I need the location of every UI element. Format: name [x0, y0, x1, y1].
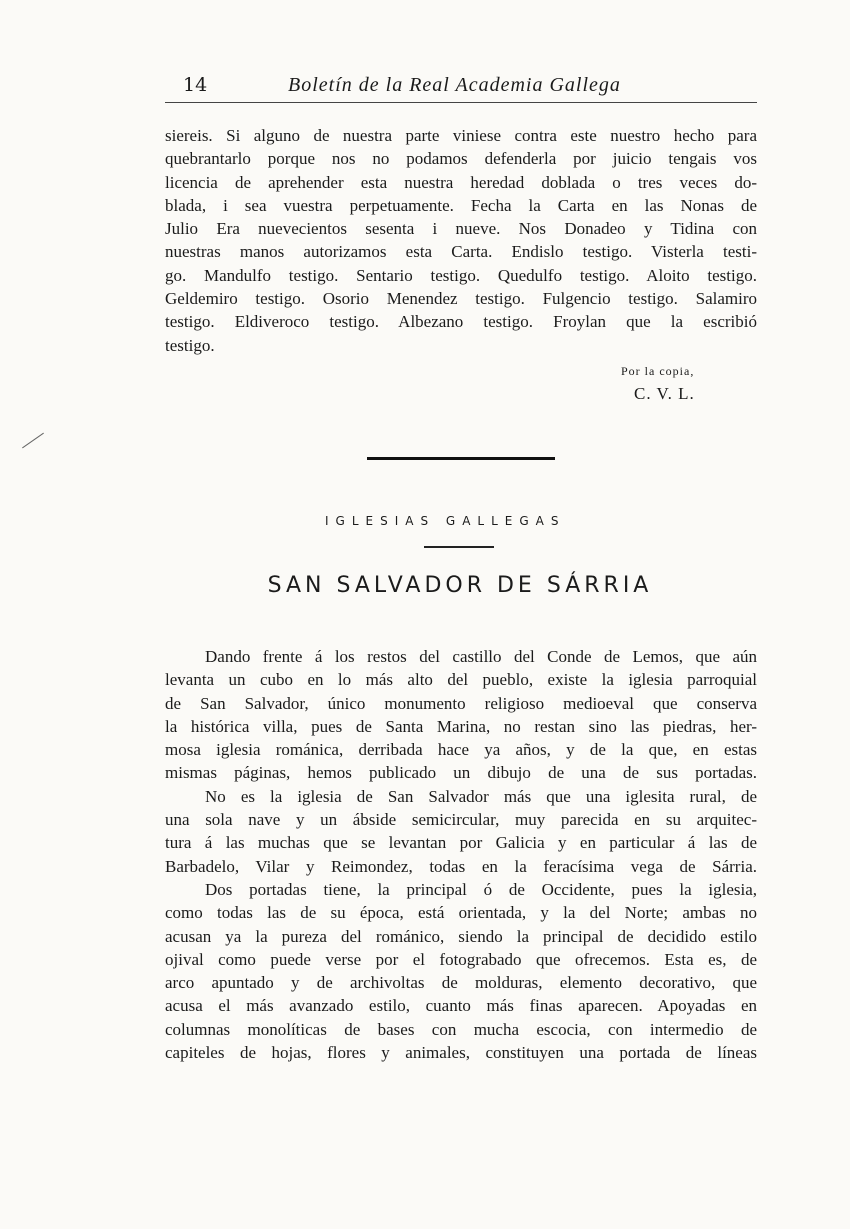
- text-line: Julio Era nuevecientos sesenta i nueve. Nos Donadeo y Tidina con: [165, 219, 757, 239]
- text-line: licencia de aprehender esta nuestra heredad doblada o tres veces do-: [165, 172, 757, 192]
- text-line: blada, i sea vuestra perpetuamente. Fecha la Carta en las Nonas de: [165, 195, 757, 215]
- text-line: la histórica villa, pues de Santa Marina, no restan sino las piedras, her-: [165, 716, 757, 736]
- text-line: mismas páginas, hemos publicado un dibujo de una de sus portadas.: [165, 763, 757, 783]
- text-line: como todas las de su época, está orientada, y la del Norte; ambas no: [165, 903, 757, 923]
- page-number: 14: [183, 74, 208, 96]
- section-label: IGLESIAS GALLEGAS: [325, 514, 566, 528]
- journal-title: Boletín de la Real Academia Gallega: [288, 74, 621, 96]
- page-header: [183, 74, 643, 104]
- margin-mark: [22, 433, 44, 449]
- header-rule: [165, 102, 757, 103]
- text-line: Barbadelo, Vilar y Reimondez, todas en la feracísima vega de Sárria.: [165, 856, 757, 876]
- article-body: [165, 645, 757, 1064]
- text-line: No es la iglesia de San Salvador más que una iglesita rural, de: [205, 786, 757, 806]
- charter-text: [165, 124, 757, 357]
- text-line: ojival como puede verse por el fotograbado que ofrecemos. Esta es, de: [165, 949, 757, 969]
- text-line: Dos portadas tiene, la principal ó de Occidente, pues la iglesia,: [205, 879, 757, 899]
- text-line: nuestras manos autorizamos esta Carta. Endislo testigo. Visterla testi-: [165, 242, 757, 262]
- signature-initials: C. V. L.: [634, 384, 695, 403]
- text-line: columnas monolíticas de bases con mucha escocia, con intermedio de: [165, 1019, 757, 1039]
- text-line: acusan ya la pureza del románico, siendo la principal de decidido estilo: [165, 926, 757, 946]
- text-line: tura á las muchas que se levantan por Galicia y en particular á las de: [165, 833, 757, 853]
- text-line: siereis. Si alguno de nuestra parte viniese contra este nuestro hecho para: [165, 126, 757, 145]
- text-line: levanta un cubo en lo más alto del pueblo, existe la iglesia parroquial: [165, 670, 757, 690]
- text-line: una sola nave y un ábside semicircular, muy parecida en su arquitec-: [165, 810, 757, 830]
- text-line: acusa el más avanzado estilo, cuanto más finas aparecen. Apoyadas en: [165, 996, 757, 1016]
- text-line: testigo.: [165, 335, 215, 355]
- text-line: mosa iglesia románica, derribada hace ya años, y de la que, en estas: [165, 740, 757, 760]
- text-line: de San Salvador, único monumento religioso medioeval que conserva: [165, 693, 757, 713]
- article-title: SAN SALVADOR DE SÁRRIA: [267, 573, 653, 598]
- text-line: quebrantarlo porque nos no podamos defenderla por juicio tengais vos: [165, 149, 757, 169]
- text-line: Dando frente á los restos del castillo del Conde de Lemos, que aún: [205, 647, 757, 666]
- text-line: testigo. Eldiveroco testigo. Albezano testigo. Froylan que la escribió: [165, 312, 757, 332]
- text-line: Geldemiro testigo. Osorio Menendez testigo. Fulgencio testigo. Salamiro: [165, 289, 757, 309]
- text-line: arco apuntado y de archivoltas de molduras, elemento decorativo, que: [165, 973, 757, 993]
- title-divider: [424, 546, 494, 548]
- copy-attestation: Por la copia,: [621, 364, 695, 378]
- text-line: capiteles de hojas, flores y animales, constituyen una portada de líneas: [165, 1043, 757, 1063]
- section-divider: [367, 457, 555, 460]
- text-line: go. Mandulfo testigo. Sentario testigo. Quedulfo testigo. Aloito testigo.: [165, 265, 757, 285]
